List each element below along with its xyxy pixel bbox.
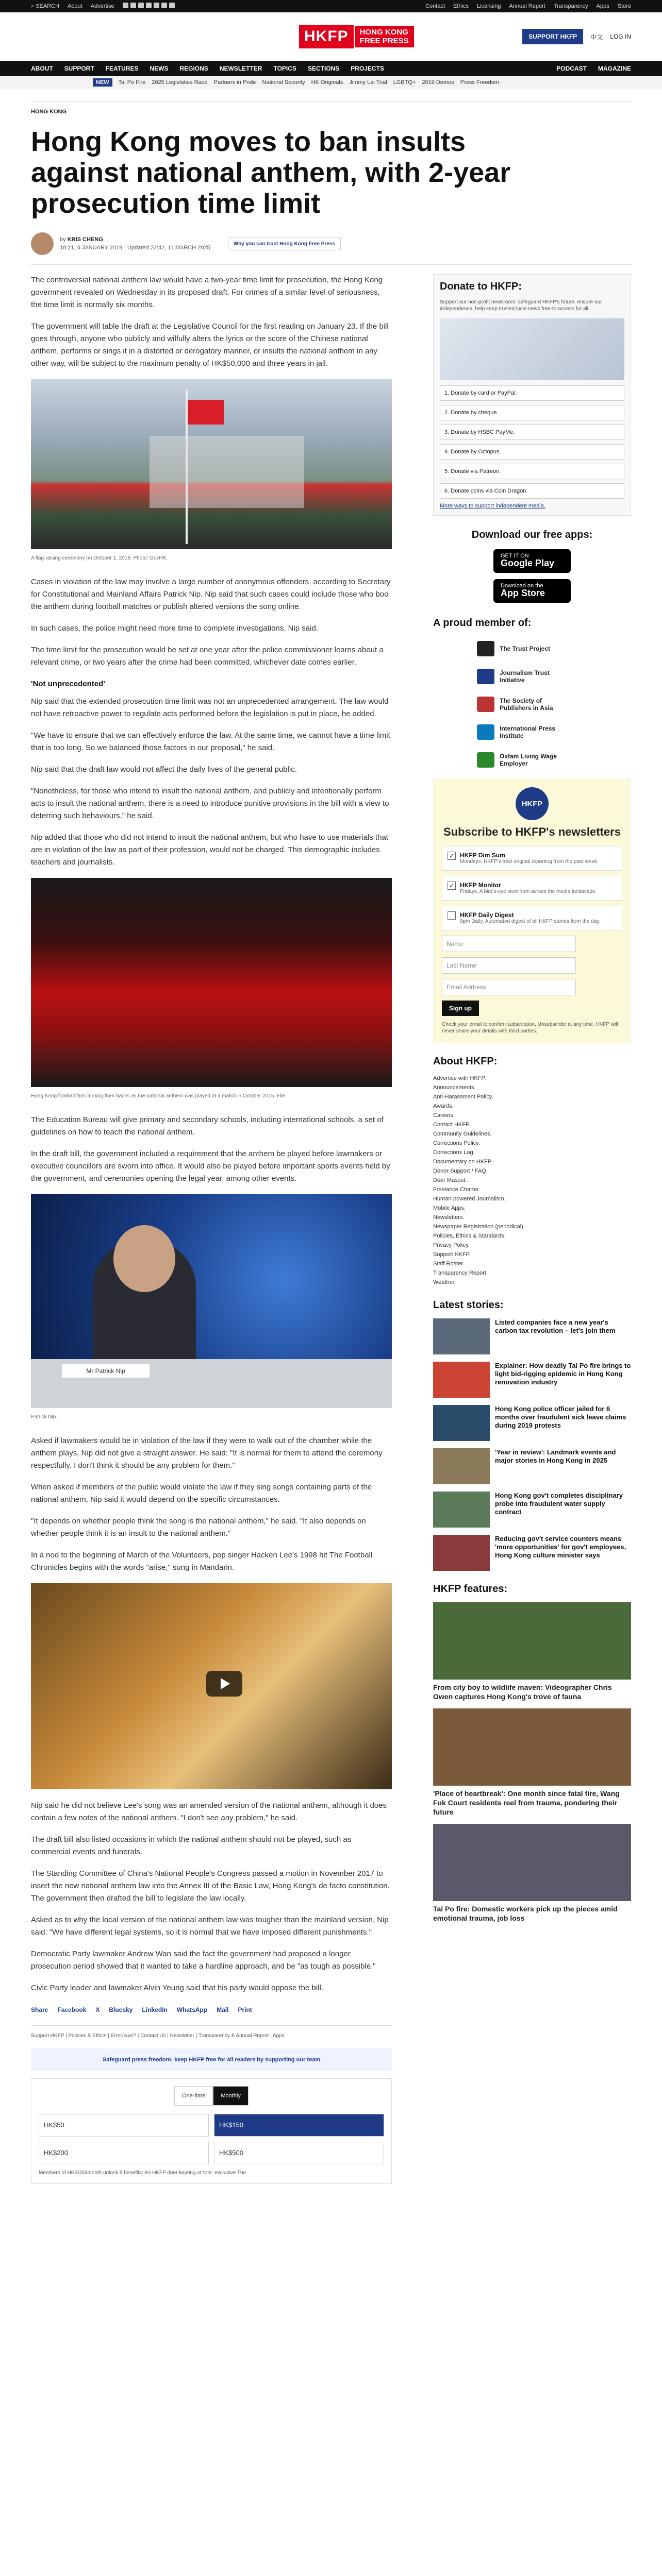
paragraph: Nip said he did not believe Lee's song was an amended version of the national anthem, although it does contain a few notes of the national anthem. "I don't see any problem," he said. <box>31 1801 387 1822</box>
paragraph: Nip said that the draft law would not affect the daily lives of the general public. <box>31 765 297 774</box>
section-heading: 'Not unprecedented' <box>31 680 105 688</box>
new-badge: NEW <box>93 78 112 87</box>
feature-item[interactable] <box>433 1708 631 1817</box>
share-whatsapp[interactable]: WhatsApp <box>176 2006 208 2013</box>
paragraph: The draft bill also listed occasions in which the national anthem should not be played, such as commercial events and funerals. <box>31 1835 352 1856</box>
app-store-button[interactable]: Download on the App Store <box>493 579 571 603</box>
category-label[interactable]: HONG KONG <box>31 109 67 115</box>
trust-project-logo <box>477 641 494 656</box>
paragraph: The time limit for the prosecution would be set at one year after the police commissioner learns about a relevant crime, or two years after the crime had been committed, whichever date comes earlier. <box>31 646 384 667</box>
share-mail[interactable]: Mail <box>217 2006 229 2013</box>
paragraph: Nip said that the extended prosecution time limit was not an unprecedented arrangement. The law would not have retroactive power to regulate acts performed before the legislation is put in place, he added. <box>31 697 389 718</box>
story-item[interactable] <box>433 1535 631 1571</box>
paragraph: In the draft bill, the government included a requirement that the anthem be played before lawmakers or executive councillors are sworn into office. It would also be played before important sports events held by the government, and ceremonies opening the legal year, among other events. <box>31 1149 390 1183</box>
more-ways-link[interactable]: More ways to support independent media. <box>440 503 545 509</box>
about-link[interactable]: Deer Mascot. <box>433 1177 467 1183</box>
paragraph: The government will table the draft at the Legislative Council for the first reading on January 23. If the bill goes through, anyone who publicly and wilfully alters the lyrics or the score of the Chinese national anthem, performs or sings it in a distorted or derogatory manner, or insults the national anthem in any other way, will be subject to the maximum penalty of HK$50,000 and three years in jail. <box>31 322 389 368</box>
about-link[interactable]: Weather. <box>433 1279 456 1285</box>
advertise-link[interactable]: Advertise <box>90 3 114 9</box>
story-item[interactable] <box>433 1448 631 1484</box>
about-link[interactable]: Freelance Charter. <box>433 1187 481 1193</box>
author-name[interactable]: KRIS CHENG <box>67 236 103 243</box>
licensing-link[interactable]: Licensing <box>476 3 501 9</box>
hkfp-deer-illustration <box>440 318 624 380</box>
share-x[interactable]: X <box>95 2006 100 2013</box>
about-link[interactable]: Privacy Policy. <box>433 1242 470 1248</box>
share-linkedin[interactable]: LinkedIn <box>142 2006 168 2013</box>
feature-image[interactable] <box>433 1824 631 1901</box>
checkbox[interactable]: ✓ <box>448 882 456 890</box>
trending-link[interactable]: Tai Po Fire <box>118 79 146 86</box>
nav-support[interactable]: SUPPORT <box>64 65 94 72</box>
oxfam-logo <box>477 752 494 768</box>
x-icon[interactable] <box>130 3 136 8</box>
paragraph: Asked as to why the local version of the national anthem law was tougher than the mainland version, Nip said: "We have different legal systems, so it is normal that we have imposed different punishments." <box>31 1916 389 1937</box>
paragraph: Democratic Party lawmaker Andrew Wan said the fact the government had proposed a longer prosecution period showed that it wanted to take a hardline approach, and be "as tough as possible." <box>31 1950 376 1971</box>
store-link[interactable]: Store <box>617 3 631 9</box>
story-item[interactable] <box>433 1405 631 1441</box>
donate-text: Support our non-profit newsroom: safeguard HKFP's future, ensure our independence, help keep trusted local news free-to-access for all. <box>440 299 602 312</box>
donate-option[interactable]: 3. Donate by HSBC PayMe. <box>440 425 624 440</box>
about-link[interactable]: Mobile Apps. <box>433 1205 466 1211</box>
story-headline[interactable]: Hong Kong gov't completes disciplinary probe into fraudulent water supply contract <box>495 1492 623 1516</box>
photo-caption: Patrick Nip. <box>31 1414 58 1420</box>
about-link[interactable]: Newsletters. <box>433 1214 465 1221</box>
checkbox[interactable] <box>448 911 456 920</box>
donate-option[interactable]: 1. Donate by card or PayPal. <box>440 385 624 401</box>
about-link[interactable]: About <box>68 3 82 9</box>
newsletter-box: HKFP Subscribe to HKFP's newsletters ✓ HKFP Dim Sum Mondays. HKFP's best original reporting from the past week. ✓ HKFP Monitor Fridays. A bird's-eye view from across the media landscape. HKFP Daily Digest 9pm Daily. Automated digest of all HKFP stories from the day. Name Last Name Email Address Sign up Check your email to confirm subscription. Unsubscribe at any time. HKFP will never share your details with third parties. <box>433 778 631 1043</box>
paragraph: The controversial national anthem law would have a two-year time limit for prosecution, the Hong Kong government revealed on Wednesday in its proposed draft. For crimes of a similar level of seriousness, the time limit is normally six months. <box>31 276 383 309</box>
signup-button[interactable]: Sign up <box>442 1001 479 1016</box>
main-nav <box>0 61 662 76</box>
story-item[interactable] <box>433 1362 631 1398</box>
sidebar: Donate to HKFP: Support our non-profit newsroom: safeguard HKFP's future, ensure our independence, help keep trusted local news free-to-access for all. 1. Donate by card or PayPal. 2. Donate by cheque. 3. Donate by HSBC PayMe. 4. Donate by Octopus. 5. Donate via Patreon. 6. Donate coins via Coin Dragon. More ways to support independent media. Download our free apps: GET IT ON Google Play Download on the App Store A proud member of: The Trust Project Journalism Trust Initiative The Society of Publishers in Asia International Press Institute Oxfam Living Wage Employer HKFP Subscribe to HKFP's newsletters ✓ HKFP Dim Sum Mondays. HKFP's best original reporting from the past week. ✓ HKFP Monitor Fridays. A bird's-eye view from across the media landscape. HKFP Daily Digest 9pm Daily. Automated digest of all HKFP stories from the day. Name Last Name Email Address Sign up Check your email to confirm subscription. Unsubscribe at any time. HKFP will never share your details with third parties. About HKFP: Advertise with HKFP. Announcements. Anti-Harassment Policy. Awards. Careers. Contact HKFP. Community Guidelines. Corrections Policy. Corrections Log. Documentary on HKFP. Donor Support / FAQ. Deer Mascot. Freelance Charter. Human-powered Journalism. Mobile Apps. Newsletters. Newspaper Registration (periodical). Policies, Ethics & Standards. Privacy Policy. Support HKFP. Staff Roster. Transparency Report. Weather. Latest stories: Listed companies face a new year's carbon tax revolution – let's join them Explainer: How deadly Tai Po fire brings to light bid-rigging epidemic in Hong Kong renovation industry Hong Kong police officer jailed for 6 months over fraudulent sick leave claims during 2019 protests 'Year in review': Landmark events and major stories in Hong Kong in 2025 Hong Kong gov't completes disciplinary probe into fraudulent water supply contract Reducing gov't service counters means 'more opportunities' for gov't employees, Hong Kong culture minister says HKFP features: From city boy to wildlife maven: Videographer Chris Owen captures Hong Kong's trove of fauna 'Place of heartbreak': One month since fatal fire, Wang Fuk Court residents reel from trauma, pondering their future Tai Po fire: Domestic workers pick up the pieces amid emotional trauma, job loss <box>433 274 631 2184</box>
paragraph: "We have to ensure that we can effectively enforce the law. At the same time, we cannot have a time limit that is too long. So we balanced those factors in our proposal," he said. <box>31 731 390 752</box>
feature-headline[interactable]: From city boy to wildlife maven: Videographer Chris Owen captures Hong Kong's trove of fauna <box>433 1683 612 1701</box>
photo-caption: Hong Kong football fans turning their backs as the national anthem was played at a match in October 2015. File <box>31 1093 286 1099</box>
feature-headline[interactable]: 'Place of heartbreak': One month since fatal fire, Wang Fuk Court residents reel from trauma, pondering their future <box>433 1789 620 1816</box>
nav-magazine[interactable]: MAGAZINE <box>598 65 631 72</box>
facebook-icon[interactable] <box>123 3 128 8</box>
trending-link[interactable]: Partners in Pride <box>213 79 256 86</box>
newsletter-option[interactable]: ✓ HKFP Dim Sum Mondays. HKFP's best original reporting from the past week. <box>442 846 622 871</box>
play-icon[interactable] <box>206 1671 242 1697</box>
rss-icon[interactable] <box>169 3 175 8</box>
trending-link[interactable]: Jimmy Lai Trial <box>349 79 387 86</box>
article-dates: 18:21, 4 JANUARY 2019 · Updated 22:42, 11 MARCH 2025 <box>60 245 210 251</box>
donate-option[interactable]: 5. Donate via Patreon. <box>440 464 624 479</box>
article-footer-links[interactable]: Support HKFP | Policies & Ethics | Error/typo? | Contact Us | Newsletter | Transparency & Annual Report | Apps <box>31 2025 392 2042</box>
about-link[interactable]: Announcements. <box>433 1084 476 1091</box>
about-link[interactable]: Community Guidelines. <box>433 1131 492 1137</box>
tab-monthly[interactable]: Monthly <box>213 2086 249 2106</box>
donate-box: Donate to HKFP: Support our non-profit newsroom: safeguard HKFP's future, ensure our independence, help keep trusted local news free-to-access for all. 1. Donate by card or PayPal. 2. Donate by cheque. 3. Donate by HSBC PayMe. 4. Donate by Octopus. 5. Donate via Patreon. 6. Donate coins via Coin Dragon. More ways to support independent media. <box>433 274 631 516</box>
share-label: Share <box>31 2006 48 2013</box>
trending-link[interactable]: LGBTQ+ <box>393 79 416 86</box>
email-icon[interactable] <box>161 3 167 8</box>
share-bluesky[interactable]: Bluesky <box>109 2006 133 2013</box>
video-embed[interactable] <box>31 1583 392 1789</box>
about-link[interactable]: Advertise with HKFP. <box>433 1075 486 1081</box>
safeguard-banner[interactable]: Safeguard press freedom; keep HKFP free for all readers by supporting our team <box>31 2048 392 2071</box>
story-thumbnail[interactable] <box>433 1535 490 1571</box>
feature-image[interactable] <box>433 1708 631 1786</box>
trending-link[interactable]: 2025 Legislative Race <box>152 79 208 86</box>
paragraph: Civic Party leader and lawmaker Alvin Yeung said that his party would oppose the bill. <box>31 1984 323 1992</box>
about-link[interactable]: Careers. <box>433 1112 455 1118</box>
trending-link[interactable]: HK Originals <box>311 79 343 86</box>
about-link[interactable]: Human-powered Journalism. <box>433 1196 506 1202</box>
about-link[interactable]: Transparency Report. <box>433 1270 488 1276</box>
photo-caption: A flag-raising ceremony on October 1, 2018. Photo: GovHK. <box>31 555 168 561</box>
share-print[interactable]: Print <box>238 2006 252 2013</box>
feature-headline[interactable]: Tai Po fire: Domestic workers pick up the pieces amid emotional trauma, job loss <box>433 1905 618 1922</box>
patrick-nip-photo <box>31 1194 392 1408</box>
membership-note: Members of HK$150/month unlock 8 benefits: An HKFP deer keyring or tote; exclusive Tho <box>39 2170 246 2176</box>
trust-link[interactable]: Why you can trust Hong Kong Free Press <box>228 238 341 250</box>
nameplate: Mr Patrick Nip <box>62 1364 150 1378</box>
amount-option[interactable]: HK$150 <box>214 2114 384 2137</box>
trending-link[interactable]: 2019 Demos <box>422 79 454 86</box>
apps-link[interactable]: Apps <box>596 3 609 9</box>
about-link[interactable]: Anti-Harassment Policy. <box>433 1094 493 1100</box>
checkbox[interactable]: ✓ <box>448 852 456 860</box>
paragraph: In such cases, the police might need more time to complete investigations, Nip said. <box>31 624 318 633</box>
contact-link[interactable]: Contact <box>425 3 445 9</box>
story-item[interactable] <box>433 1492 631 1528</box>
about-link[interactable]: Corrections Log. <box>433 1149 475 1156</box>
about-link[interactable]: Donor Support / FAQ. <box>433 1168 488 1174</box>
story-item[interactable] <box>433 1318 631 1354</box>
share-facebook[interactable]: Facebook <box>57 2006 87 2013</box>
trending-bar <box>0 76 662 89</box>
story-headline[interactable]: Reducing gov't service counters means 'more opportunities' for gov't employees, Hong Kong culture minister says <box>495 1535 626 1559</box>
article-title: Hong Kong moves to ban insults against national anthem, with 2-year prosecution time limit <box>31 126 511 219</box>
top-utility-bar <box>0 0 662 12</box>
paragraph: In a nod to the beginning of March of the Volunteers, pop singer Hacken Lee's 1998 hit The Football Chronicles begins with the words "arise," sung in Mandarin. <box>31 1551 373 1572</box>
about-link[interactable]: Awards. <box>433 1103 454 1109</box>
jti-logo <box>477 669 494 684</box>
amount-option[interactable]: HK$200 <box>39 2142 209 2164</box>
feature-item[interactable] <box>433 1824 631 1923</box>
story-headline[interactable]: Hong Kong police officer jailed for 6 months over fraudulent sick leave claims during 2019 protests <box>495 1405 626 1429</box>
search-link[interactable]: ⌕ SEARCH <box>31 3 60 9</box>
author-avatar[interactable] <box>31 232 54 255</box>
paragraph: When asked if members of the public would violate the law if they sing songs containing parts of the national anthem, Nip said it would depend on the specific circumstances. <box>31 1483 372 1504</box>
hkfp-badge-icon: HKFP <box>516 787 549 820</box>
nav-projects[interactable]: PROJECTS <box>351 65 384 72</box>
feature-image[interactable] <box>433 1602 631 1680</box>
donate-option[interactable]: 6. Donate coins via Coin Dragon. <box>440 483 624 499</box>
sopa-logo <box>477 697 494 712</box>
paragraph: "It depends on whether people think the song is the national anthem," he said. "It also depends on whether people think it is an insult to the national anthem." <box>31 1517 366 1538</box>
login-link[interactable]: LOG IN <box>610 33 631 40</box>
features-list <box>433 1602 631 1923</box>
about-link[interactable]: Staff Roster. <box>433 1261 465 1267</box>
hkfp-logo[interactable]: HKFP HONG KONG FREE PRESS <box>299 25 414 48</box>
football-fans-photo <box>31 878 392 1087</box>
about-link[interactable]: Newspaper Registration (periodical). <box>433 1224 525 1230</box>
trending-link[interactable]: Press Freedom <box>460 79 499 86</box>
paragraph: Asked if lawmakers would be in violation of the law if they were to walk out of the chamber while the anthem plays, Nip did not give a straight answer. He said: "It is normal for them to attend the ceremony respectfully. I don't think it should be any problem for them." <box>31 1436 383 1470</box>
paragraph: "Nonetheless, for those who intend to insult the national anthem, and publicly and intentionally perform acts to insult the national anthem, there is a need to introduce punitive provisions in the bill with a view to deterring such behaviours," he said. <box>31 787 389 820</box>
story-thumbnail[interactable] <box>433 1362 490 1398</box>
donate-option[interactable]: 2. Donate by cheque. <box>440 405 624 420</box>
story-thumbnail[interactable] <box>433 1318 490 1354</box>
story-thumbnail[interactable] <box>433 1492 490 1528</box>
about-link[interactable]: Contact HKFP. <box>433 1122 470 1128</box>
nav-podcast[interactable]: PODCAST <box>556 65 587 72</box>
nav-features[interactable]: FEATURES <box>105 65 139 72</box>
story-thumbnail[interactable] <box>433 1405 490 1441</box>
latest-stories <box>433 1318 631 1571</box>
byline: by KRIS CHENG 18:21, 4 JANUARY 2019 · Updated 22:42, 11 MARCH 2025 Why you can trust Hong Kong Free Press <box>31 232 631 255</box>
nav-about[interactable]: ABOUT <box>31 65 53 72</box>
ipi-logo <box>477 724 494 740</box>
paragraph: The Education Bureau will give primary and secondary schools, including international schools, a set of guidelines on how to teach the national anthem. <box>31 1115 384 1137</box>
ethics-link[interactable]: Ethics <box>453 3 469 9</box>
nav-newsletter[interactable]: NEWSLETTER <box>219 65 262 72</box>
story-headline[interactable]: Listed companies face a new year's carbon tax revolution – let's join them <box>495 1318 616 1334</box>
newsletter-option[interactable]: HKFP Daily Digest 9pm Daily. Automated digest of all HKFP stories from the day. <box>442 906 622 930</box>
nav-news[interactable]: NEWS <box>150 65 169 72</box>
about-link[interactable]: Documentary on HKFP. <box>433 1159 492 1165</box>
flag-ceremony-photo <box>31 379 392 549</box>
paragraph: The Standing Committee of China's National People's Congress passed a motion in November 2017 to insert the new national anthem law into the Annex III of the Basic Law, Hong Kong's de facto constitution. The government then drafted the bill to legislate the law locally. <box>31 1869 390 1903</box>
newsletter-fineprint: Check your email to confirm subscription. Unsubscribe at any time. HKFP will never share your details with third parties. <box>442 1022 618 1034</box>
amount-option[interactable]: HK$500 <box>214 2142 384 2164</box>
share-bar <box>31 2004 392 2016</box>
story-thumbnail[interactable] <box>433 1448 490 1484</box>
email-field[interactable]: Email Address <box>442 979 576 995</box>
newsletter-option[interactable]: ✓ HKFP Monitor Fridays. A bird's-eye view from across the media landscape. <box>442 876 622 901</box>
donate-option[interactable]: 4. Donate by Octopus. <box>440 444 624 460</box>
google-play-button[interactable]: GET IT ON Google Play <box>493 549 571 573</box>
about-link[interactable]: Policies, Ethics & Standards. <box>433 1233 506 1239</box>
story-headline[interactable]: Explainer: How deadly Tai Po fire brings to light bid-rigging epidemic in Hong Kong renovation industry <box>495 1362 631 1386</box>
name-field[interactable]: Name <box>442 936 576 952</box>
instagram-icon[interactable] <box>138 3 144 8</box>
trending-link[interactable]: National Security <box>262 79 305 86</box>
language-link[interactable]: 中文 <box>590 33 603 41</box>
site-header <box>0 12 662 61</box>
story-headline[interactable]: 'Year in review': Landmark events and major stories in Hong Kong in 2025 <box>495 1448 616 1464</box>
nav-topics[interactable]: TOPICS <box>273 65 296 72</box>
feature-item[interactable] <box>433 1602 631 1701</box>
paragraph: Nip added that those who did not intend to insult the national anthem, but who have to use materials that are in violation of the law as part of their profession, would not be charged. This demographic includes teachers and journalists. <box>31 833 388 867</box>
article-body <box>31 274 392 2184</box>
telegram-icon[interactable] <box>154 3 159 8</box>
nav-sections[interactable]: SECTIONS <box>307 65 340 72</box>
about-links[interactable] <box>433 1074 631 1287</box>
donation-widget <box>31 2078 392 2184</box>
social-icons <box>123 3 177 10</box>
youtube-icon[interactable] <box>146 3 152 8</box>
paragraph: Cases in violation of the law may involve a large number of anonymous offenders, according to Secretary for Constitutional and Mainland Affairs Patrick Nip. Nip said that such cases could include those who boo the anthem during football matches or publish altered versions the song online. <box>31 578 391 611</box>
nav-regions[interactable]: REGIONS <box>179 65 208 72</box>
tab-one-time[interactable]: One-time <box>174 2086 213 2106</box>
amount-option[interactable]: HK$50 <box>39 2114 209 2137</box>
last-name-field[interactable]: Last Name <box>442 957 576 974</box>
support-hkfp-button[interactable]: SUPPORT HKFP <box>522 29 583 44</box>
about-link[interactable]: Corrections Policy. <box>433 1140 480 1146</box>
about-link[interactable]: Support HKFP. <box>433 1251 471 1258</box>
annual-report-link[interactable]: Annual Report <box>509 3 545 9</box>
transparency-link[interactable]: Transparency <box>553 3 588 9</box>
